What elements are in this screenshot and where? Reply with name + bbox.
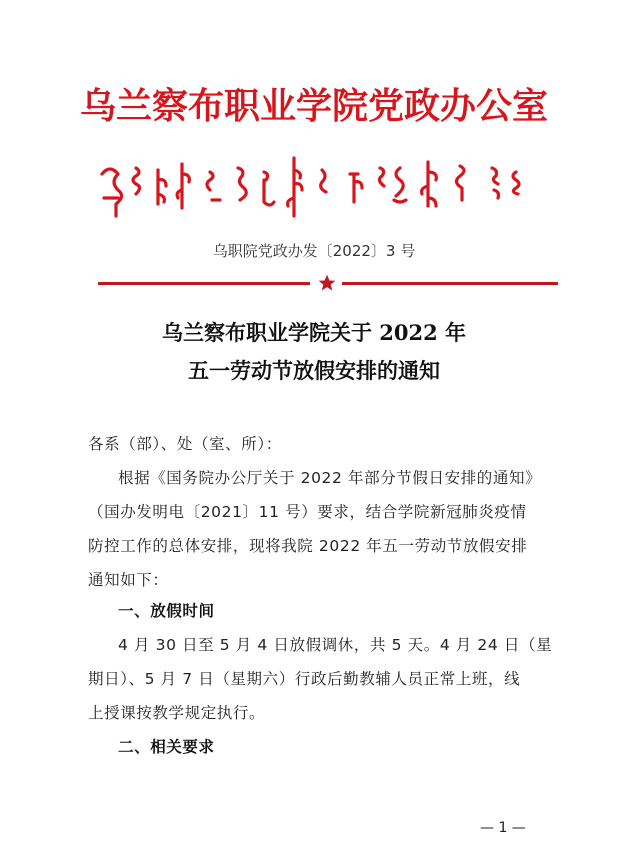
document-number: 乌职院党政办发〔2022〕3 号 xyxy=(212,242,416,260)
section-heading-holiday-time: 一、放假时间 xyxy=(118,602,215,620)
paragraph-line: 根据《国务院办公厅关于 2022 年部分节假日安排的通知》 xyxy=(118,469,542,487)
paragraph-line: 上授课按教学规定执行。 xyxy=(88,704,266,722)
org-name-header: 乌兰察布职业学院党政办公室 xyxy=(79,85,548,127)
star-icon xyxy=(317,273,337,293)
notice-title-line-2: 五一劳动节放假安排的通知 xyxy=(188,358,440,383)
paragraph-line: 期日）、5 月 7 日（星期六）行政后勤教辅人员正常上班，线 xyxy=(88,670,521,688)
paragraph-line: 防控工作的总体安排，现将我院 2022 年五一劳动节放假安排 xyxy=(88,537,528,555)
red-divider-left xyxy=(98,282,310,285)
paragraph-line: （国办发明电〔2021〕11 号）要求，结合学院新冠肺炎疫情 xyxy=(88,503,527,521)
section-heading-requirements: 二、相关要求 xyxy=(118,738,215,756)
mongolian-script-org-name xyxy=(96,150,530,220)
paragraph-line: 4 月 30 日至 5 月 4 日放假调休，共 5 天。4 月 24 日（星 xyxy=(118,636,553,654)
red-divider-right xyxy=(342,282,558,285)
notice-title-line-1: 乌兰察布职业学院关于 2022 年 xyxy=(161,320,467,345)
paragraph-line: 通知如下： xyxy=(88,571,169,589)
page-number: — 1 — xyxy=(480,820,526,836)
salutation: 各系（部）、处（室、所）： xyxy=(88,435,282,453)
